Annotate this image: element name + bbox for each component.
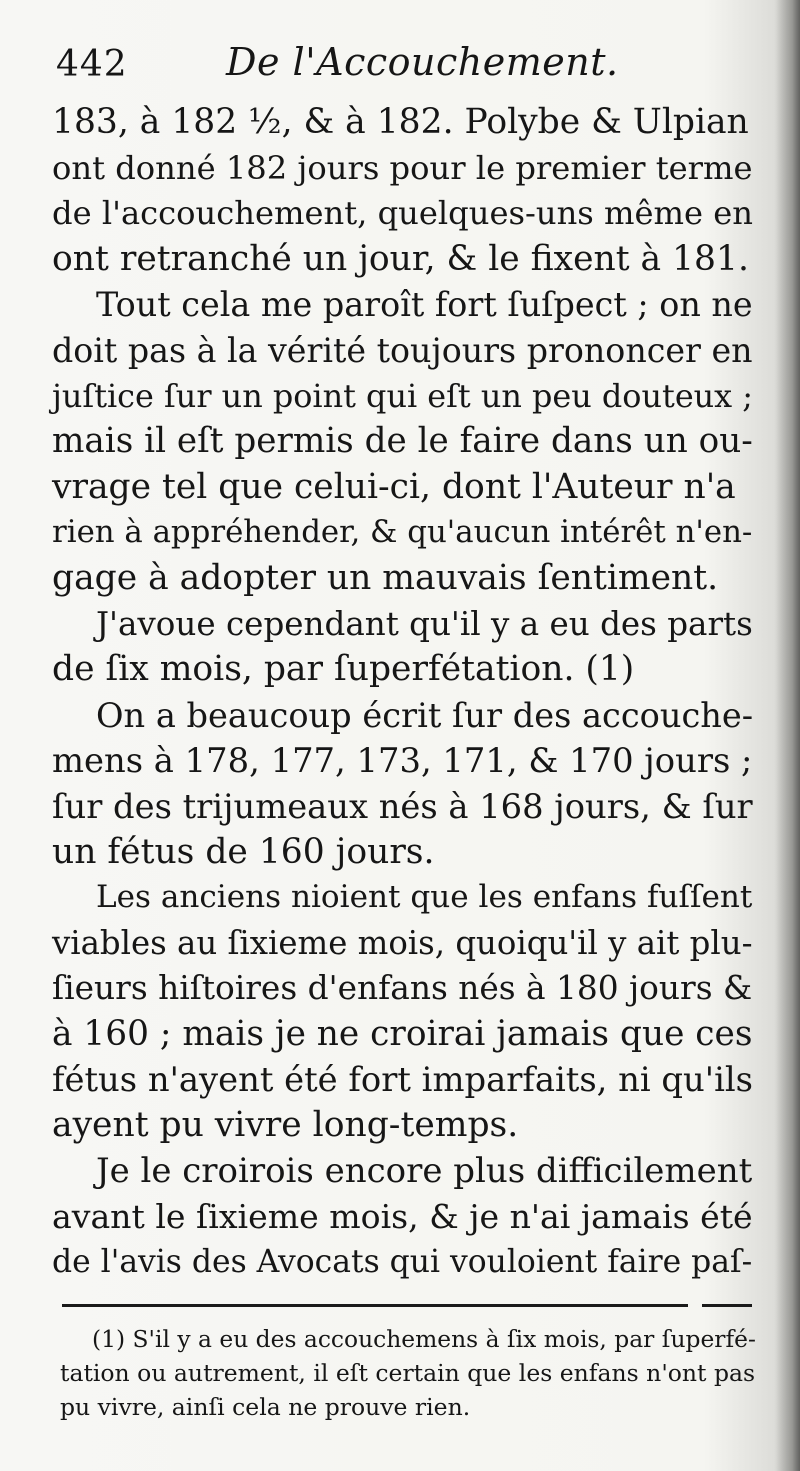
text-line: fétus n'ayent été fort imparfaits, ni qu'ils	[52, 1060, 753, 1100]
text-line: de ſix mois, par ſuperfétation. (1)	[52, 649, 635, 690]
paragraph-start-line: Les anciens nioient que les enfans fuſſent	[96, 879, 753, 916]
page-header	[56, 36, 756, 100]
footnote-rule	[62, 1304, 752, 1307]
text-line: ſur des trijumeaux nés à 168 jours, & ſur	[52, 786, 753, 826]
text-line: à 160 ; mais je ne croirai jamais que ces	[52, 1013, 753, 1054]
text-line: doit pas à la vérité toujours prononcer en	[52, 330, 753, 370]
text-line: de l'accouchement, quelques-uns même en	[52, 194, 754, 233]
text-line: ont donné 182 jours pour le premier terme	[52, 148, 753, 187]
running-title: De l'Accouchement.	[226, 40, 619, 84]
text-line: un fétus de 160 jours.	[52, 831, 435, 872]
text-line: vrage tel que celui-ci, dont l'Auteur n'a	[52, 466, 736, 507]
footnote	[60, 1322, 760, 1424]
paragraph-start-line: On a beaucoup écrit ſur des accouche-	[96, 695, 754, 735]
page-number: 442	[56, 44, 128, 85]
text-line: mais il eſt permis de le faire dans un ou-	[52, 421, 753, 462]
body-text	[52, 100, 757, 1285]
footnote-line: pu vivre, ainſi cela ne prouve rien.	[60, 1393, 471, 1421]
page-edge-shadow	[774, 0, 800, 1471]
text-line: ſieurs hiſtoires d'enfans nés à 180 jours &	[52, 969, 753, 1008]
text-line: mens à 178, 177, 173, 171, & 170 jours ;	[52, 741, 753, 781]
text-line: viables au ſixieme mois, quoiqu'il y ait plu-	[52, 923, 753, 962]
text-line: 183, à 182 ½, & à 182. Polybe & Ulpian	[52, 102, 749, 142]
text-line: juſtice ſur un point qui eſt un peu douteux ;	[52, 376, 754, 415]
footnote-line: tation ou autrement, il eſt certain que les enfans n'ont pas	[60, 1359, 756, 1387]
paragraph-start-line: Tout cela me paroît fort ſuſpect ; on ne	[96, 285, 753, 325]
paragraph-start-line: J'avoue cependant qu'il y a eu des parts	[96, 604, 753, 643]
text-line: rien à appréhender, & qu'aucun intérêt n'en-	[52, 514, 753, 551]
paragraph-start-line: Je le croirois encore plus difficilement	[96, 1150, 753, 1191]
footnote-rule-gap	[688, 1304, 702, 1307]
footnote-line: (1) S'il y a eu des accouchemens à ſix mois, par ſuperfé-	[92, 1325, 756, 1353]
text-line: avant le ſixieme mois, & je n'ai jamais été	[52, 1197, 753, 1237]
text-line: de l'avis des Avocats qui vouloient faire paſ-	[52, 1243, 753, 1280]
text-line: gage à adopter un mauvais ſentiment.	[52, 557, 719, 598]
text-line: ont retranché un jour, & le fixent à 181.	[52, 238, 749, 279]
text-line: ayent pu vivre long-temps.	[52, 1105, 519, 1146]
